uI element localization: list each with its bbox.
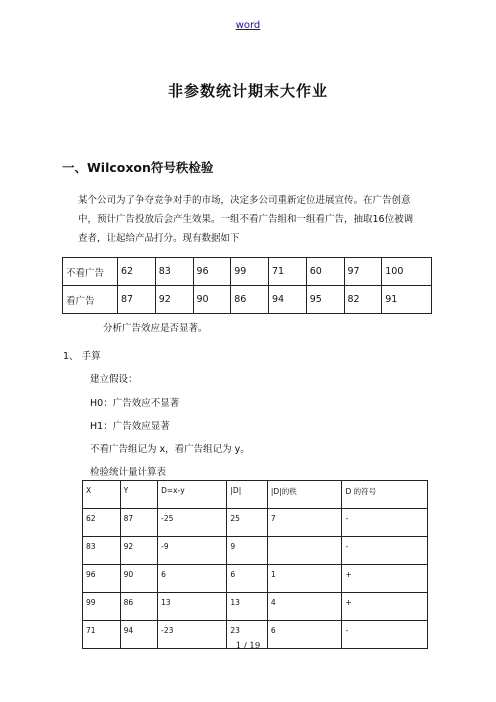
- table-cell: 6: [158, 565, 227, 593]
- h1-text: H1：广告效应显著: [90, 421, 170, 432]
- table-cell: 不看广告: [63, 258, 118, 286]
- table-cell: 6: [267, 621, 342, 649]
- table-row: [63, 286, 432, 314]
- table-cell: +: [342, 593, 428, 621]
- table2-title: 检验统计量计算表: [90, 467, 167, 478]
- table-cell: 1: [267, 565, 342, 593]
- table-cell: 90: [193, 286, 231, 314]
- table-cell: 92: [155, 286, 193, 314]
- table-cell: 25: [227, 509, 268, 537]
- table-cell: +: [342, 565, 428, 593]
- table-cell: 62: [118, 258, 156, 286]
- table-cell: 87: [118, 286, 156, 314]
- table-cell: 90: [120, 565, 158, 593]
- statistic-table: [82, 480, 428, 649]
- table-cell: 87: [120, 509, 158, 537]
- table-cell: 83: [155, 258, 193, 286]
- page-number: 1 / 19: [235, 641, 261, 651]
- step-heading: 1、 手算: [63, 351, 101, 362]
- table-cell: 91: [382, 286, 432, 314]
- table-cell: 82: [344, 286, 382, 314]
- table-cell: 99: [231, 258, 269, 286]
- header-link[interactable]: word: [235, 20, 261, 31]
- column-header: D=x-y: [158, 481, 227, 509]
- table-cell: 62: [83, 509, 121, 537]
- table-cell: -: [342, 537, 428, 565]
- data-table: [62, 257, 432, 314]
- table-row: [83, 509, 428, 537]
- table-row: [83, 565, 428, 593]
- hypothesis-label: 建立假设：: [90, 374, 138, 385]
- table-cell: 86: [120, 593, 158, 621]
- table-row: [63, 258, 432, 286]
- table-cell: 71: [83, 621, 121, 649]
- intro-paragraph: 某个公司为了争夺竞争对手的市场，决定多公司重新定位进展宣传。在广告创意中，预计广告投放后会产生效果。一组不看广告组和一组看广告，抽取16位被调查者，让起给产品打分。现有数据如下: [78, 195, 414, 244]
- h0-text: H0：广告效应不显著: [90, 398, 180, 409]
- column-header: Y: [120, 481, 158, 509]
- page-title: 非参数统计期末大作业: [167, 82, 328, 100]
- table-cell: [267, 537, 342, 565]
- analysis-text: 分析广告效应是否显著。: [103, 323, 208, 334]
- table-cell: 86: [231, 286, 269, 314]
- section-heading: 一、Wilcoxon符号秩检验: [62, 160, 214, 175]
- table-cell: 71: [269, 258, 307, 286]
- table-cell: 94: [120, 621, 158, 649]
- table-cell: 83: [83, 537, 121, 565]
- table-header-row: [83, 481, 428, 509]
- table-cell: 9: [227, 537, 268, 565]
- table-cell: 99: [83, 593, 121, 621]
- table-cell: -: [342, 621, 428, 649]
- table-cell: 23: [227, 621, 268, 649]
- table-cell: 95: [306, 286, 344, 314]
- column-header: |D|的秩: [267, 481, 342, 509]
- table-cell: 94: [269, 286, 307, 314]
- table-cell: 13: [227, 593, 268, 621]
- table-cell: 92: [120, 537, 158, 565]
- table-row: [83, 593, 428, 621]
- table-cell: 7: [267, 509, 342, 537]
- table-cell: 6: [227, 565, 268, 593]
- column-header: D 的符号: [342, 481, 428, 509]
- table-cell: 13: [158, 593, 227, 621]
- column-header: |D|: [227, 481, 268, 509]
- column-header: X: [83, 481, 121, 509]
- table-cell: 100: [382, 258, 432, 286]
- table-cell: -25: [158, 509, 227, 537]
- table-cell: -23: [158, 621, 227, 649]
- table-cell: -: [342, 509, 428, 537]
- table-cell: 96: [193, 258, 231, 286]
- table-cell: 4: [267, 593, 342, 621]
- table-cell: 96: [83, 565, 121, 593]
- table-cell: -9: [158, 537, 227, 565]
- notation-text: 不看广告组记为 x，看广告组记为 y。: [90, 444, 250, 455]
- table-cell: 97: [344, 258, 382, 286]
- table-cell: 60: [306, 258, 344, 286]
- table-row: [83, 537, 428, 565]
- table-cell: 看广告: [63, 286, 118, 314]
